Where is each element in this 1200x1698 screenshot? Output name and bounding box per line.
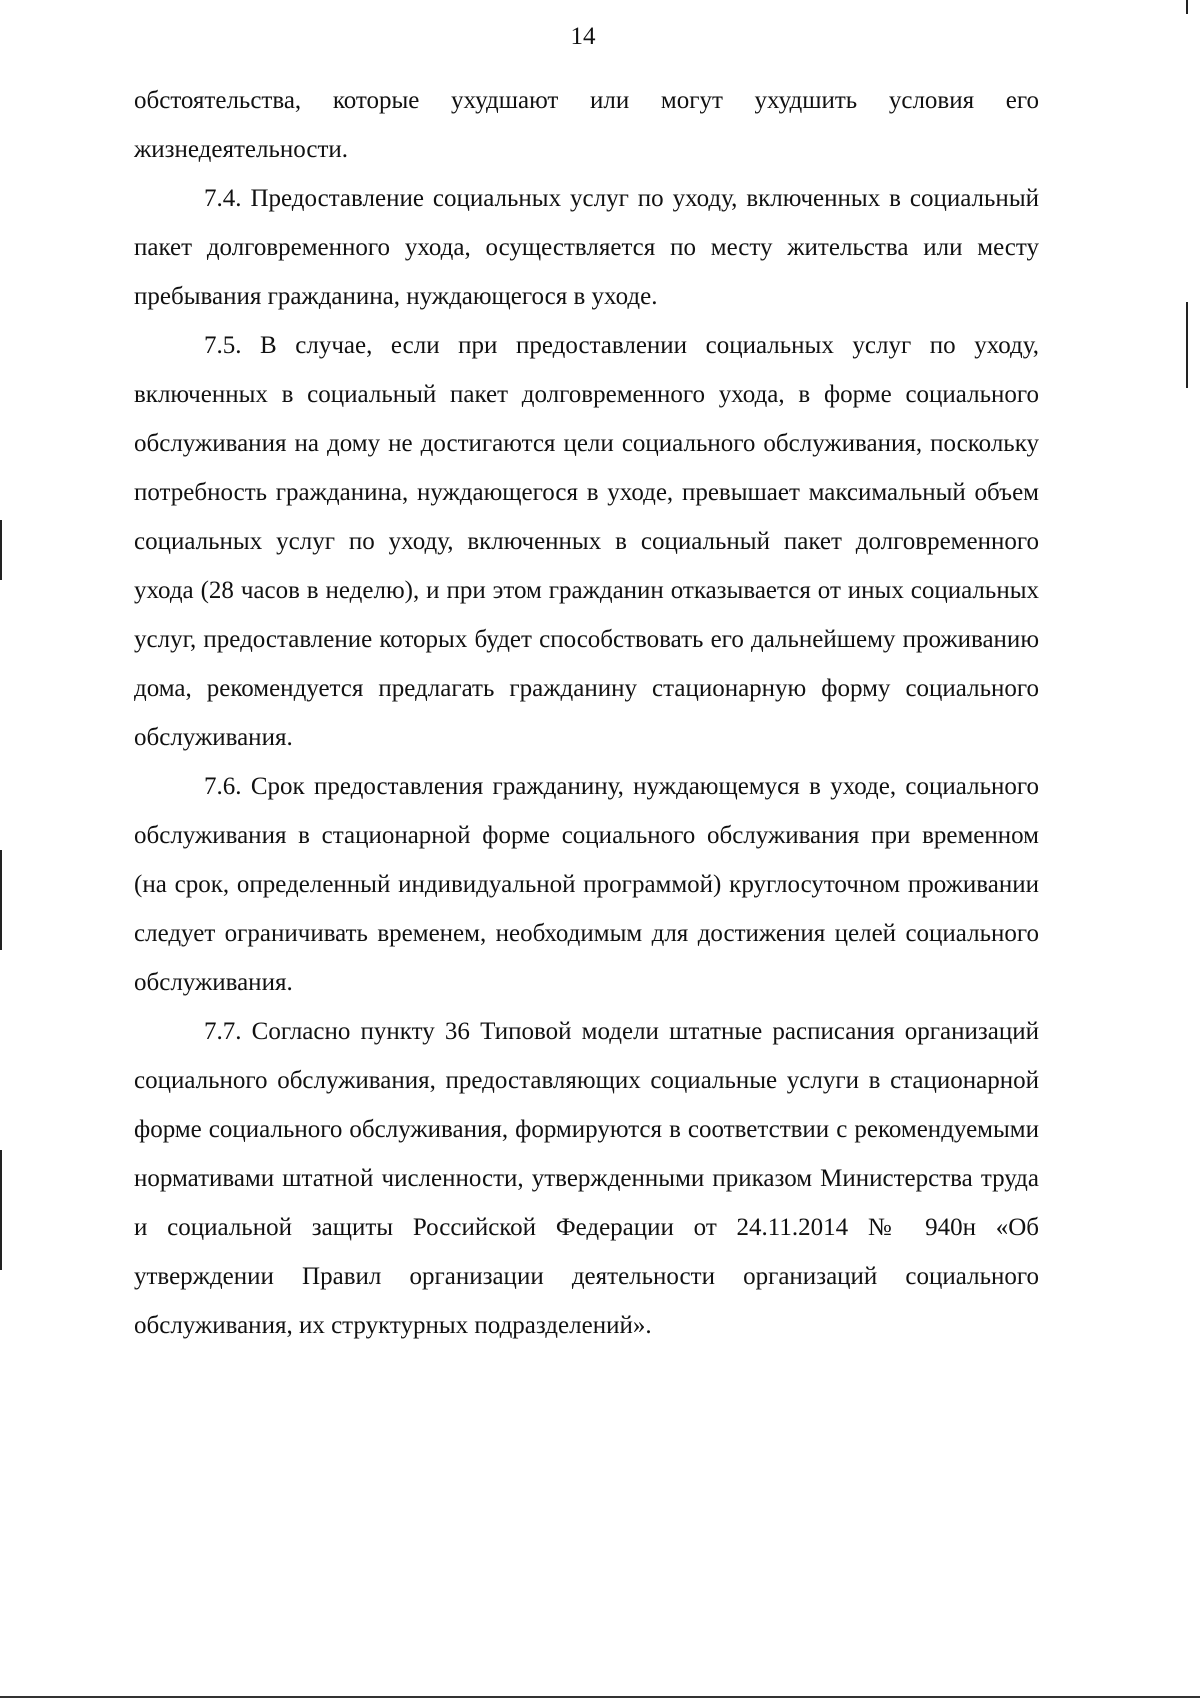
paragraph-continuation: обстоятельства, которые ухудшают или могут ухудшить условия его жизнедеятельности. <box>134 87 1039 163</box>
page-number: 14 <box>570 23 596 50</box>
scan-edge-mark <box>1186 0 1188 14</box>
paragraph-7-5: 7.5. В случае, если при предоставлении социальных услуг по уходу, включенных в социальный пакет долговременного ухода, в форме социального обслуживания на дому не достигаются цели социального обслуживания, поскольку потребность гражданина, нуждающегося в уходе, превышает максимальный объем социальных услуг по уходу, включенных в социальный пакет долговременного ухода (28 часов в неделю), и при этом гражданин отказывается от иных социальных услуг, предоставление которых будет способствовать его дальнейшему проживанию дома, рекомендуется предлагать гражданину стационарную форму социального обслуживания. <box>134 332 1039 751</box>
document-body <box>134 76 1039 1350</box>
scan-edge-mark <box>0 520 2 580</box>
scan-edge-mark <box>1186 302 1188 388</box>
scan-edge-mark <box>0 1150 2 1270</box>
paragraph-7-7: 7.7. Согласно пункту 36 Типовой модели штатные расписания организаций социального обслуживания, предоставляющих социальные услуги в стационарной форме социального обслуживания, формируются в соответствии с рекомендуемыми нормативами штатной численности, утвержденными приказом Министерства труда и социальной защиты Российской Федерации от 24.11.2014 № 940н «Об утверждении Правил организации деятельности организаций социального обслуживания, их структурных подразделений». <box>134 1018 1039 1339</box>
scan-edge-mark <box>0 850 2 950</box>
paragraph-7-4: 7.4. Предоставление социальных услуг по уходу, включенных в социальный пакет долговременного ухода, осуществляется по месту жительства или месту пребывания гражданина, нуждающегося в уходе. <box>134 185 1039 310</box>
paragraph-7-6: 7.6. Срок предоставления гражданину, нуждающемуся в уходе, социального обслуживания в стационарной форме социального обслуживания при временном (на срок, определенный индивидуальной программой) круглосуточном проживании следует ограничивать временем, необходимым для достижения целей социального обслуживания. <box>134 773 1039 996</box>
